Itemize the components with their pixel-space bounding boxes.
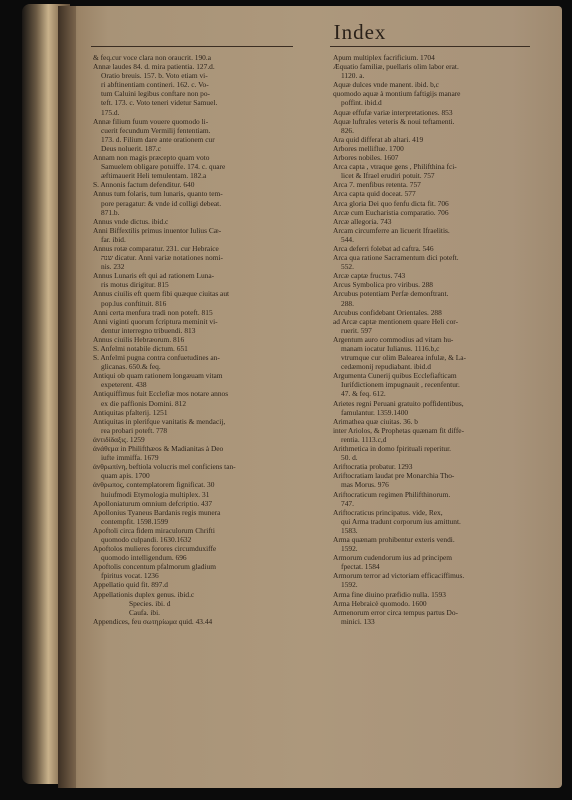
index-entry: fpiritus vocat. 1236 (101, 571, 159, 581)
index-entry: ex die paffionis Domini. 812 (101, 398, 187, 408)
index-entry: ri abftinentiam contineri. 162. c. Vo- (101, 80, 209, 90)
index-entry: pore peragatur: & vnde id colligi debeat. (101, 198, 222, 208)
index-entry: contempfit. 1598.1599 (101, 516, 169, 526)
index-entry: 747. (341, 498, 354, 508)
index-entry: Annæ laudes 84. d. mira patientia. 127.d. (93, 62, 215, 72)
index-entry: Arma quænam prohibentur exteris vendi. (333, 534, 455, 544)
index-entry: Samuelem obligare potuiffe. 174. c. quare (101, 162, 226, 172)
index-entry: Arca capta quid doceat. 577 (333, 189, 416, 199)
index-entry: ἀνθρωπίνη, beftiola volucris mel conficiens tan- (93, 462, 236, 472)
index-entry: minici. 133 (341, 616, 375, 626)
index-entry: ruerit. 597 (341, 325, 372, 335)
index-entry: Arca capta , vtraque gens , Philifthina fci- (333, 162, 457, 172)
index-entry: rea probari poteft. 778 (101, 425, 168, 435)
index-entry: æftimauerit Heli temulentam. 182.a (101, 171, 207, 181)
index-entry: Annus Lunaris eft qui ad rationem Luna- (93, 271, 215, 281)
index-entry: expeterent. 438 (101, 380, 147, 390)
index-entry: Species. ibi. d (129, 598, 171, 608)
index-entry: Ara quid differat ab altari. 419 (333, 134, 424, 144)
index-entry: iufte immiffa. 1679 (101, 453, 159, 463)
index-entry: ἀνάθεμα in Philifthæos & Madianitas à Deo (93, 444, 224, 454)
index-entry: Apum multiplex facrificium. 1704 (333, 53, 435, 62)
index-entry: glicanas. 650.& feq. (101, 362, 161, 372)
index-entry: Arma fine diuino præfidio nulla. 1593 (333, 589, 446, 599)
index-entry: שנה dicatur. Anni variæ notationes nomi- (101, 253, 223, 263)
index-entry: ris motus dirigitur. 815 (101, 280, 169, 290)
index-entry: Antiqui ob quam rationem longæuam vitam (93, 371, 223, 381)
index-entry: Arcæ captæ fructus. 743 (333, 271, 406, 281)
index-entry: 47. & feq. 612. (341, 389, 386, 399)
index-entry: Arietes regni Peruani gratuito poffidentibus, (333, 398, 464, 408)
index-entry: cedæmonij repudiabant. ibid.d (341, 362, 431, 372)
index-entry: Annus vnde dictus. ibid.c (93, 216, 169, 226)
index-entry: licet & Ifrael erudiri potuit. 757 (341, 171, 435, 181)
index-entry: ἀντιδίδαξις. 1259 (93, 434, 145, 444)
index-entry: Appendices, feu σωτηρίωμα quid. 43.44 (93, 616, 213, 626)
page-title: Index (333, 20, 387, 44)
index-entry: Annam non magis præcepto quam voto (93, 153, 210, 163)
index-entry: Aquæ dulces vnde manent. ibid. b,c (333, 80, 439, 90)
index-entry: Annus tum folaris, tum lunaris, quanto tem- (93, 189, 223, 199)
index-entry: 871.b. (101, 207, 120, 217)
index-entry: quomodo aquæ à montium faftigijs manare (333, 89, 461, 99)
index-entry: vtrumque cur olim Balearea infulæ, & La- (341, 353, 466, 363)
index-entry: S. Annonis factum defenditur. 640 (93, 180, 195, 190)
index-entry: Deus noluerit. 187.c (101, 143, 161, 153)
index-entry: Oratio breuis. 157. b. Voto etiam vi- (101, 71, 208, 81)
index-entry: Ariftocraticus principatus. vide, Rex, (333, 507, 443, 517)
index-entry: Apollonius Tyaneus Bardanis regis munera (93, 507, 221, 517)
index-entry: Antiquitas in plerifque vanitatis & mendacij, (93, 416, 226, 426)
index-entry: Apolloniaturum omnium defcriptio. 437 (93, 498, 213, 508)
index-entry: Aquæ luftrales veteris & noui teftamenti. (333, 116, 455, 126)
index-entry: 173. d. Filium dare ante orationem cur (101, 134, 215, 144)
index-entry: Anni viginti quorum fcriptura meminit vi- (93, 316, 218, 326)
index-entry: huiufmodi Etymologia multiplex. 31 (101, 489, 210, 499)
index-entry: tum Caluini legibus conftare non po- (101, 89, 210, 99)
index-entry: Aquæ effufæ variæ interpretationes. 853 (333, 107, 453, 117)
index-entry: 1583. (341, 525, 358, 535)
index-entry: far. ibid. (101, 234, 126, 244)
index-entry: dentur interregno tribuendi. 813 (101, 325, 196, 335)
index-entry: Iurifdictionem impugnauit , recenfentur. (341, 380, 460, 390)
index-entry: Arcubus potentiam Perfæ demonftrant. (333, 289, 449, 299)
index-entry: & feq.cur voce clara non oraucrit. 190.a (93, 53, 211, 62)
index-entry: quomodo culpandi. 1630.1632 (101, 534, 192, 544)
index-entry: Arimathea quæ ciuitas. 36. b (333, 416, 418, 426)
index-entry: Ariftocratia probatur. 1293 (333, 462, 413, 472)
index-entry: Annæ filium fuum vouere quomodo li- (93, 116, 209, 126)
index-entry: Apoftolos mulieres forores circumduxiffe (93, 544, 217, 554)
index-entry: 1120. a. (341, 71, 365, 81)
index-entry: famulantur. 1359.1400 (341, 407, 409, 417)
index-entry: manam iocatur Iulianus. 1116.b,c (341, 344, 440, 353)
index-entry: Anni certa menfura tradi non poteft. 815 (93, 307, 213, 317)
index-entry: teft. 173. c. Voto teneri videtur Samuel. (101, 98, 218, 108)
index-entry: Apoftoli circa fidem miraculorum Chrifti (93, 525, 215, 535)
index-entry: Anni Biffextilis primus inuentor Iulius Cæ- (93, 225, 222, 235)
header-rule-right (330, 46, 530, 47)
index-entry: qui Arma tradunt corporum ius amittunt. (341, 516, 461, 526)
index-entry: quomodo intelligendum. 696 (101, 553, 187, 563)
index-entry: 826. (341, 125, 354, 135)
index-column-right (333, 53, 533, 626)
index-entry: 175.d. (101, 107, 120, 117)
index-entry: Annus ciuilis Hebræorum. 816 (93, 334, 185, 344)
header-rule-left (91, 46, 293, 47)
index-entry: Ariftocraticum regimen Philifthinorum. (333, 489, 451, 499)
index-entry: 288. (341, 298, 354, 308)
index-entry: S. Anfelmi notabile dictum. 651 (93, 344, 188, 353)
index-entry: 1592. (341, 544, 358, 554)
index-entry: Æquatio familiæ, puellaris olim labor erat. (333, 62, 459, 72)
index-entry: Arca qua ratione Sacramentum dici poteft. (333, 253, 459, 263)
index-entry: Arca gloria Dei quo fenfu dicta fit. 706 (333, 198, 449, 208)
index-entry: Ariftocratiam laudat pre Monarchia Tho- (333, 471, 455, 481)
index-entry: Appellationis duplex genus. ibid.c (93, 589, 195, 599)
index-entry: Arbores nobiles. 1607 (333, 153, 399, 163)
index-entry: Arbores melliflue. 1700 (333, 143, 404, 153)
index-entry: 552. (341, 262, 354, 272)
index-entry: Arca 7. menfibus retenta. 757 (333, 180, 421, 190)
index-entry: Apoftolis concentum pfalmorum gladium (93, 562, 216, 572)
index-entry: Arithmetica in domo fpirituali reperitur. (333, 444, 452, 454)
index-entry: ἀνθρωπος, contemplatorem fignificat. 30 (93, 480, 215, 490)
index-entry: Arcus Symbolica pro viribus. 288 (333, 280, 433, 290)
index-entry: ad Arcæ captæ mentionem quare Heli cor- (333, 316, 459, 326)
index-entry: quam apis. 1700 (101, 471, 150, 481)
index-entry: Arcæ cum Eucharistia comparatio. 706 (333, 207, 449, 217)
index-entry: Arcubus confidebant Orientales. 288 (333, 307, 442, 317)
index-entry: nis. 232 (101, 262, 125, 272)
index-entry: Annus rotæ comparatur. 231. cur Hebraice (93, 243, 219, 253)
index-column-left (93, 53, 293, 626)
index-entry: poffint. ibid.d (341, 98, 382, 108)
index-entry: Armorum cudendorum ius ad principem (333, 553, 453, 563)
index-entry: Armorum terror ad victoriam efficaciffimus. (333, 571, 465, 581)
index-entry: Annus ciuilis eft quem fibi quæque ciuitas aut (93, 289, 230, 299)
index-entry: Arma Hebraicè quomodo. 1600 (333, 598, 427, 608)
index-entry: fpectat. 1584 (341, 562, 380, 572)
index-entry: 1592. (341, 580, 358, 590)
index-entry: Antiquiffimus fuit Ecclefiæ mos notare annos (93, 389, 229, 399)
index-entry: 544. (341, 234, 354, 244)
index-entry: S. Anfelmi pugna contra confuetudines an- (93, 353, 220, 363)
index-entry: Arcæ allegoria. 743 (333, 216, 392, 226)
index-entry: pop.lus conftituit. 816 (101, 298, 167, 308)
index-entry: Argentum auro commodius ad vitam hu- (333, 334, 454, 344)
index-entry: Appellatio quid fit. 897.d (93, 580, 168, 590)
index-entry: 50. d. (341, 453, 358, 463)
index-entry: mas Morus. 976 (341, 480, 389, 490)
index-entry: Antiquitas pfalterij. 1251 (93, 407, 168, 417)
index-entry: rentia. 1113.c,d (341, 434, 387, 444)
index-entry: inter Ariolos, & Prophetas quænam fit diffe- (333, 425, 465, 435)
index-entry: cuerit fecundum Vermilij fententiam. (101, 125, 211, 135)
index-entry: Caufa. ibi. (129, 607, 160, 617)
page-gutter-shadow (58, 6, 76, 788)
index-entry: Arcam circumferre an licuerit Ifraelitis. (333, 225, 450, 235)
index-entry: Argumenta Cunerij quibus Ecclefiafticam (333, 371, 457, 381)
index-entry: Armenorum error circa tempus partus Do- (333, 607, 458, 617)
index-entry: Arca deferri folebat ad caftra. 546 (333, 243, 434, 253)
